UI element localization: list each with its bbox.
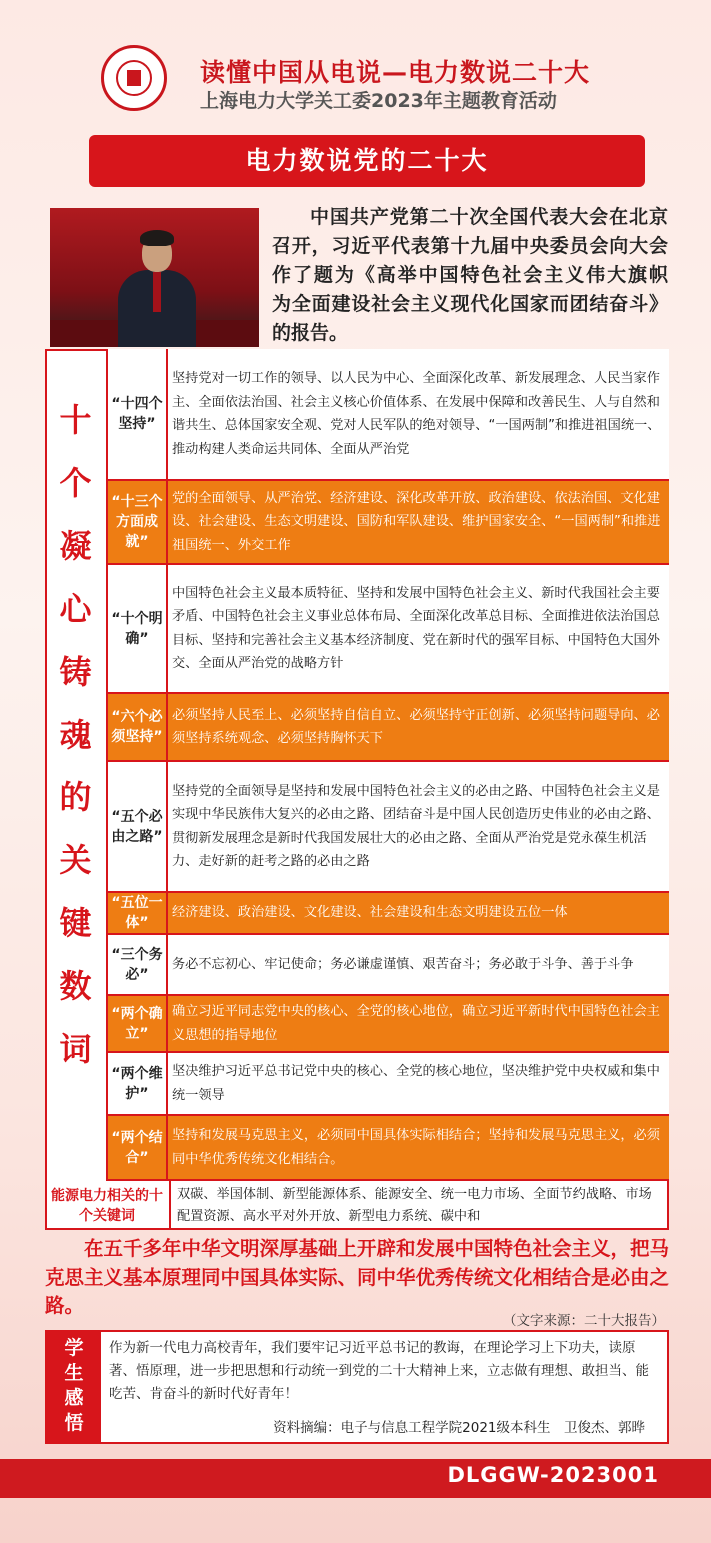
row-label: “两个结合” [108, 1116, 168, 1179]
table-row [108, 762, 669, 893]
quote-source: （文字来源：二十大报告） [503, 1313, 665, 1329]
row-text: 坚决维护习近平总书记党中央的核心、全党的核心地位，坚决维护党中央权威和集中统一领导 [172, 1064, 660, 1103]
energy-keywords-row [45, 1181, 669, 1230]
row-label: “三个务必” [108, 935, 168, 994]
student-reflection-box [45, 1330, 669, 1444]
row-label: “两个维护” [108, 1053, 168, 1114]
row-text: 经济建设、政治建设、文化建设、社会建设和生态文明建设五位一体 [172, 905, 568, 921]
energy-label: 能源电力相关的十个关键词 [45, 1181, 171, 1230]
intro-paragraph: 中国共产党第二十次全国代表大会在北京召开，习近平代表第十九届中央委员会向大会作了题为《高举中国特色社会主义伟大旗帜 为全面建设社会主义现代化国家而团结奋斗》的报告。 [272, 206, 688, 344]
vertical-char: 关 [59, 841, 92, 880]
sub-title: 上海电力大学关工委2023年主题教育活动 [200, 90, 557, 112]
row-label: “五位一体” [108, 893, 168, 933]
row-label: “六个必须坚持” [108, 694, 168, 760]
student-text: 作为新一代电力高校青年，我们要牢记习近平总书记的教诲，在理论学习上下功夫，读原著、悟原理，进一步把思想和行动统一到党的二十大精神上来，立志做有理想、敢担当、能吃苦、肯奋斗的新时代好青年！ [109, 1340, 649, 1402]
vertical-title-column [45, 349, 108, 1181]
table-row [108, 565, 669, 694]
row-label: “十四个坚持” [108, 349, 168, 479]
row-text: 坚持党对一切工作的领导、以人民为中心、全面深化改革、新发展理念、人民当家作主、全面依法治国、社会主义核心价值体系、在发展中保障和改善民生、人与自然和谐共生、总体国家安全观、党对人民军队的绝对领导、“一国两制”和推进祖国统一、推动构建人类命运共同体、全面从严治党 [172, 371, 661, 457]
row-label: “十个明确” [108, 565, 168, 692]
main-title: 读懂中国从电说—电力数说二十大 [200, 58, 591, 87]
row-label: “五个必由之路” [108, 762, 168, 891]
table-row [108, 1053, 669, 1116]
table-row [108, 996, 669, 1053]
banner-title: 电力数说党的二十大 [89, 135, 645, 187]
table-row [108, 1116, 669, 1181]
logo-emblem [116, 60, 152, 96]
vertical-char: 十 [59, 401, 92, 439]
byline: 资料摘编：电子与信息工程学院2021级本科生 卫俊杰、郭晔 [273, 1420, 645, 1436]
vertical-title [45, 389, 106, 1081]
row-label: “两个确立” [108, 996, 168, 1051]
quote-paragraph: 在五千多年中华文明深厚基础上开辟和发展中国特色社会主义，把马克思主义基本原理同中国具体实际、同中华优秀传统文化相结合是必由之路。 [45, 1237, 670, 1317]
row-text: 坚持党的全面领导是坚持和发展中国特色社会主义的必由之路、中国特色社会主义是实现中华民族伟大复兴的必由之路、团结奋斗是中国人民创造历史伟业的必由之路、贯彻新发展理念是新时代我国发展壮大的必由之路、全面从严治党是党永葆生机活力、走好新的赶考之路的必由之路 [172, 783, 660, 869]
speaker-photo [50, 208, 259, 347]
vertical-char: 的 [59, 778, 92, 817]
row-text: 中国特色社会主义最本质特征、坚持和发展中国特色社会主义、新时代我国社会主要矛盾、中国特色社会主义事业总体布局、全面深化改革总目标、全面推进依法治国总目标、坚持和完善社会主义基本经济制度、党在新时代的强军目标、中国特色大国外交、全面从严治党的战略方针 [172, 585, 660, 671]
energy-text: 双碳、举国体制、新型能源体系、能源安全、统一电力市场、全面节约战略、市场配置资源、高水平对外开放、新型电力系统、碳中和 [177, 1186, 652, 1224]
row-text: 确立习近平同志党中央的核心、全党的核心地位，确立习近平新时代中国特色社会主义思想的指导地位 [172, 1004, 660, 1043]
row-label: “十三个方面成就” [108, 481, 168, 563]
student-label [47, 1332, 101, 1442]
vertical-char: 词 [59, 1030, 92, 1069]
row-text: 务必不忘初心、牢记使命；务必谦虚谨慎、艰苦奋斗；务必敢于斗争、善于斗争 [172, 956, 634, 972]
vertical-char: 铸 [59, 652, 92, 691]
table-row [108, 481, 669, 565]
vertical-char: 心 [59, 589, 92, 628]
table-row [108, 349, 669, 481]
vertical-char: 数 [59, 967, 92, 1006]
vertical-char: 个 [59, 463, 92, 502]
row-text: 必须坚持人民至上、必须坚持自信自立、必须坚持守正创新、必须坚持问题导向、必须坚持系统观念、必须坚持胸怀天下 [172, 707, 660, 746]
document-code: DLGGW-2023001 [447, 1463, 659, 1487]
vertical-char: 凝 [59, 526, 92, 565]
table-row [108, 893, 669, 935]
student-label-text: 学生感悟 [64, 1337, 84, 1434]
vertical-char: 键 [59, 904, 92, 943]
row-text: 党的全面领导、从严治党、经济建设、深化改革开放、政治建设、依法治国、文化建设、社会建设、生态文明建设、国防和军队建设、维护国家安全、“一国两制”和推进祖国统一、外交工作 [172, 490, 661, 553]
table-row [108, 935, 669, 996]
vertical-char: 魂 [59, 715, 92, 754]
table-row [108, 694, 669, 762]
university-logo [101, 45, 167, 111]
row-text: 坚持和发展马克思主义，必须同中国具体实际相结合；坚持和发展马克思主义，必须同中华优秀传统文化相结合。 [172, 1128, 660, 1167]
